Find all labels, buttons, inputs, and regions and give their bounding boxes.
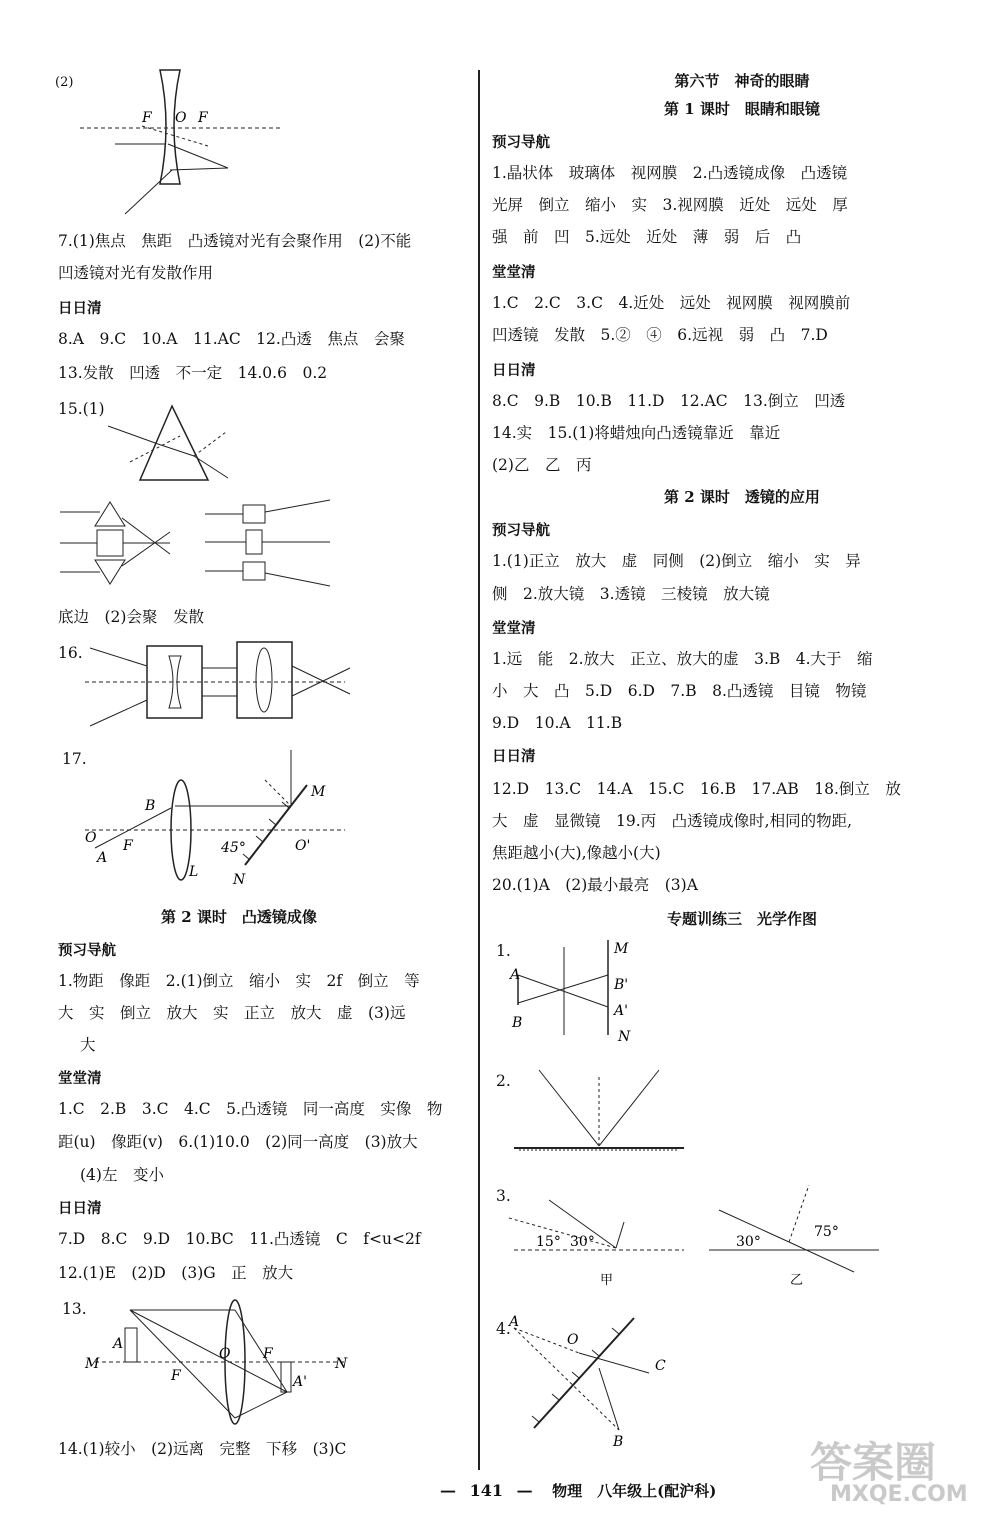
rr2-line3: 焦距越小(大),像越小(大) (492, 844, 661, 862)
svg-text:B': B' (614, 977, 629, 993)
rr-line2-right: 14.实 15.(1)将蜡烛向凸透镜靠近 靠近 (492, 424, 781, 442)
svg-text:L: L (189, 864, 199, 880)
concave-lens-diagram (80, 68, 280, 218)
svg-text:O: O (175, 110, 187, 126)
fig4-label: 4. (496, 1320, 511, 1338)
tt2-line1: 1.远 能 2.放大 正立、放大的虚 3.B 4.大于 缩 (492, 650, 873, 668)
ttq2-heading: 堂堂清 (492, 621, 536, 637)
svg-text:N: N (233, 872, 246, 888)
svg-text:F: F (171, 1368, 181, 1384)
page-number: 141 (469, 1481, 503, 1500)
svg-text:A': A' (293, 1374, 307, 1390)
q16-label: 16. (58, 644, 83, 662)
tt-line1-left: 1.C 2.B 3.C 4.C 5.凸透镜 同一高度 实像 物 (58, 1100, 443, 1118)
column-divider (478, 70, 480, 1470)
rr-line1-left: 7.D 8.C 9.D 10.BC 11.凸透镜 C f<u<2f (58, 1230, 421, 1248)
q13-line: 13.发散 凹透 不一定 14.0.6 0.2 (58, 364, 328, 382)
svg-text:B: B (512, 1015, 523, 1031)
fig2-label: (2) (55, 75, 74, 90)
svg-text:M: M (311, 784, 326, 800)
reflection-diagram (509, 1070, 689, 1150)
mirror-abc-diagram (509, 1314, 709, 1450)
svg-text:C: C (655, 1358, 666, 1374)
rr-line2-left: 12.(1)E (2)D (3)G 正 放大 (58, 1264, 294, 1282)
rirq-heading-right: 日日清 (492, 363, 536, 379)
special-training-title: 专题训练三 光学作图 (666, 910, 817, 928)
tt-line2-right: 凹透镜 发散 5.② ④ 6.远视 弱 凸 7.D (492, 326, 828, 344)
svg-text:B: B (613, 1434, 624, 1450)
section-title: 第六节 神奇的眼睛 (674, 72, 810, 90)
svg-text:A: A (510, 967, 521, 983)
ttq-heading-right: 堂堂清 (492, 265, 536, 281)
yxdh-heading-left: 预习导航 (58, 943, 116, 959)
svg-text:F: F (142, 110, 152, 126)
q13-label-left: 13. (62, 1300, 87, 1318)
svg-text:A: A (509, 1314, 520, 1330)
rirq-heading-1: 日日清 (58, 301, 102, 317)
prism-diagram (100, 400, 240, 490)
svg-text:30°: 30° (736, 1234, 761, 1250)
refraction-diagram (504, 1180, 884, 1290)
yx-line3-right: 强 前 凹 5.远处 近处 薄 弱 后 凸 (492, 228, 802, 246)
svg-text:15°: 15° (536, 1234, 561, 1250)
svg-text:N: N (618, 1029, 631, 1045)
svg-text:30°: 30° (570, 1234, 595, 1250)
svg-text:A: A (113, 1336, 124, 1352)
q7-line2: 凹透镜对光有发散作用 (58, 264, 214, 282)
convex-mirror-diagram (85, 750, 365, 890)
svg-text:45°: 45° (221, 840, 246, 856)
yx-line3-left: 大 (80, 1036, 96, 1054)
lens-box-diagram (85, 638, 355, 728)
fig3-label: 3. (496, 1187, 511, 1205)
rr2-line2: 大 虚 显微镜 19.丙 凸透镜成像时,相同的物距, (492, 812, 853, 830)
rr2-line1: 12.D 13.C 14.A 15.C 16.B 17.AB 18.倒立 放 (492, 780, 901, 798)
svg-text:B: B (145, 798, 156, 814)
prism-pairs-diagram (60, 500, 360, 590)
yxdh-heading-right: 预习导航 (492, 135, 550, 151)
svg-text:O': O' (295, 838, 311, 854)
tt2-line2: 小 大 凸 5.D 6.D 7.B 8.凸透镜 目镜 物镜 (492, 682, 867, 700)
convex-lens-imaging-diagram (85, 1300, 365, 1430)
svg-text:75°: 75° (814, 1224, 839, 1240)
rirq2-heading: 日日清 (492, 749, 536, 765)
fig1-label: 1. (496, 942, 511, 960)
lesson2-title-left: 第 2 课时 凸透镜成像 (161, 908, 317, 926)
q15-text: 底边 (2)会聚 发散 (58, 608, 204, 626)
lesson2-title-right: 第 2 课时 透镜的应用 (664, 488, 820, 506)
q7-line1: 7.(1)焦点 焦距 凸透镜对光有会聚作用 (2)不能 (58, 232, 412, 250)
q14-line: 14.(1)较小 (2)远离 完整 下移 (3)C (58, 1440, 347, 1458)
svg-text:F: F (263, 1346, 273, 1362)
svg-text:F: F (198, 110, 208, 126)
yx-line2-right: 光屏 倒立 缩小 实 3.视网膜 近处 远处 厚 (492, 196, 848, 214)
watermark-logo: 答案圈 (810, 1438, 937, 1487)
tt2-line3: 9.D 10.A 11.B (492, 714, 623, 732)
q8-line: 8.A 9.C 10.A 11.AC 12.凸透 焦点 会聚 (58, 330, 405, 348)
fig3-a-label: 甲 (600, 1273, 614, 1288)
fig2-right-label: 2. (496, 1072, 511, 1090)
svg-text:F: F (123, 838, 133, 854)
yx-line1-right: 1.晶状体 玻璃体 视网膜 2.凸透镜成像 凸透镜 (492, 164, 848, 182)
svg-text:O: O (85, 830, 97, 846)
svg-text:A: A (97, 850, 108, 866)
rirq-heading-2: 日日清 (58, 1201, 102, 1217)
rr-line1-right: 8.C 9.B 10.B 11.D 12.AC 13.倒立 凹透 (492, 392, 846, 410)
yx2-line1: 1.(1)正立 放大 虚 同侧 (2)倒立 缩小 实 异 (492, 552, 861, 570)
footer-subject: 物理 八年级上(配沪科) (552, 1482, 717, 1500)
svg-text:A': A' (614, 1003, 628, 1019)
yx-line2-left: 大 实 倒立 放大 实 正立 放大 虚 (3)远 (58, 1004, 406, 1022)
yx2-line2: 侧 2.放大镜 3.透镜 三棱镜 放大镜 (492, 585, 770, 603)
svg-text:O: O (567, 1332, 579, 1348)
svg-text:M: M (614, 941, 629, 957)
tt-line1-right: 1.C 2.C 3.C 4.近处 远处 视网膜 视网膜前 (492, 294, 851, 312)
q15-label: 15.(1) (58, 400, 105, 418)
tt-line2-left: 距(u) 像距(v) 6.(1)10.0 (2)同一高度 (3)放大 (58, 1133, 418, 1151)
watermark-url: MXQE.COM (830, 1482, 968, 1507)
ttq-heading-left: 堂堂清 (58, 1071, 102, 1087)
plane-mirror-ab-diagram (504, 935, 664, 1045)
yxdh2-heading: 预习导航 (492, 523, 550, 539)
tt-line3-left: (4)左 变小 (80, 1166, 164, 1184)
svg-text:M: M (85, 1356, 100, 1372)
yx-line1-left: 1.物距 像距 2.(1)倒立 缩小 实 2f 倒立 等 (58, 972, 420, 990)
fig3-b-label: 乙 (790, 1273, 804, 1288)
q17-label: 17. (62, 750, 87, 768)
rr2-line4: 20.(1)A (2)最小最亮 (3)A (492, 876, 698, 894)
lesson1-title: 第 1 课时 眼睛和眼镜 (664, 100, 820, 118)
footer: — 141 — 物理 八年级上(配沪科) (440, 1481, 717, 1500)
rr-line3-right: (2)乙 乙 丙 (492, 456, 592, 474)
svg-text:O: O (219, 1346, 231, 1362)
svg-text:N: N (335, 1356, 348, 1372)
